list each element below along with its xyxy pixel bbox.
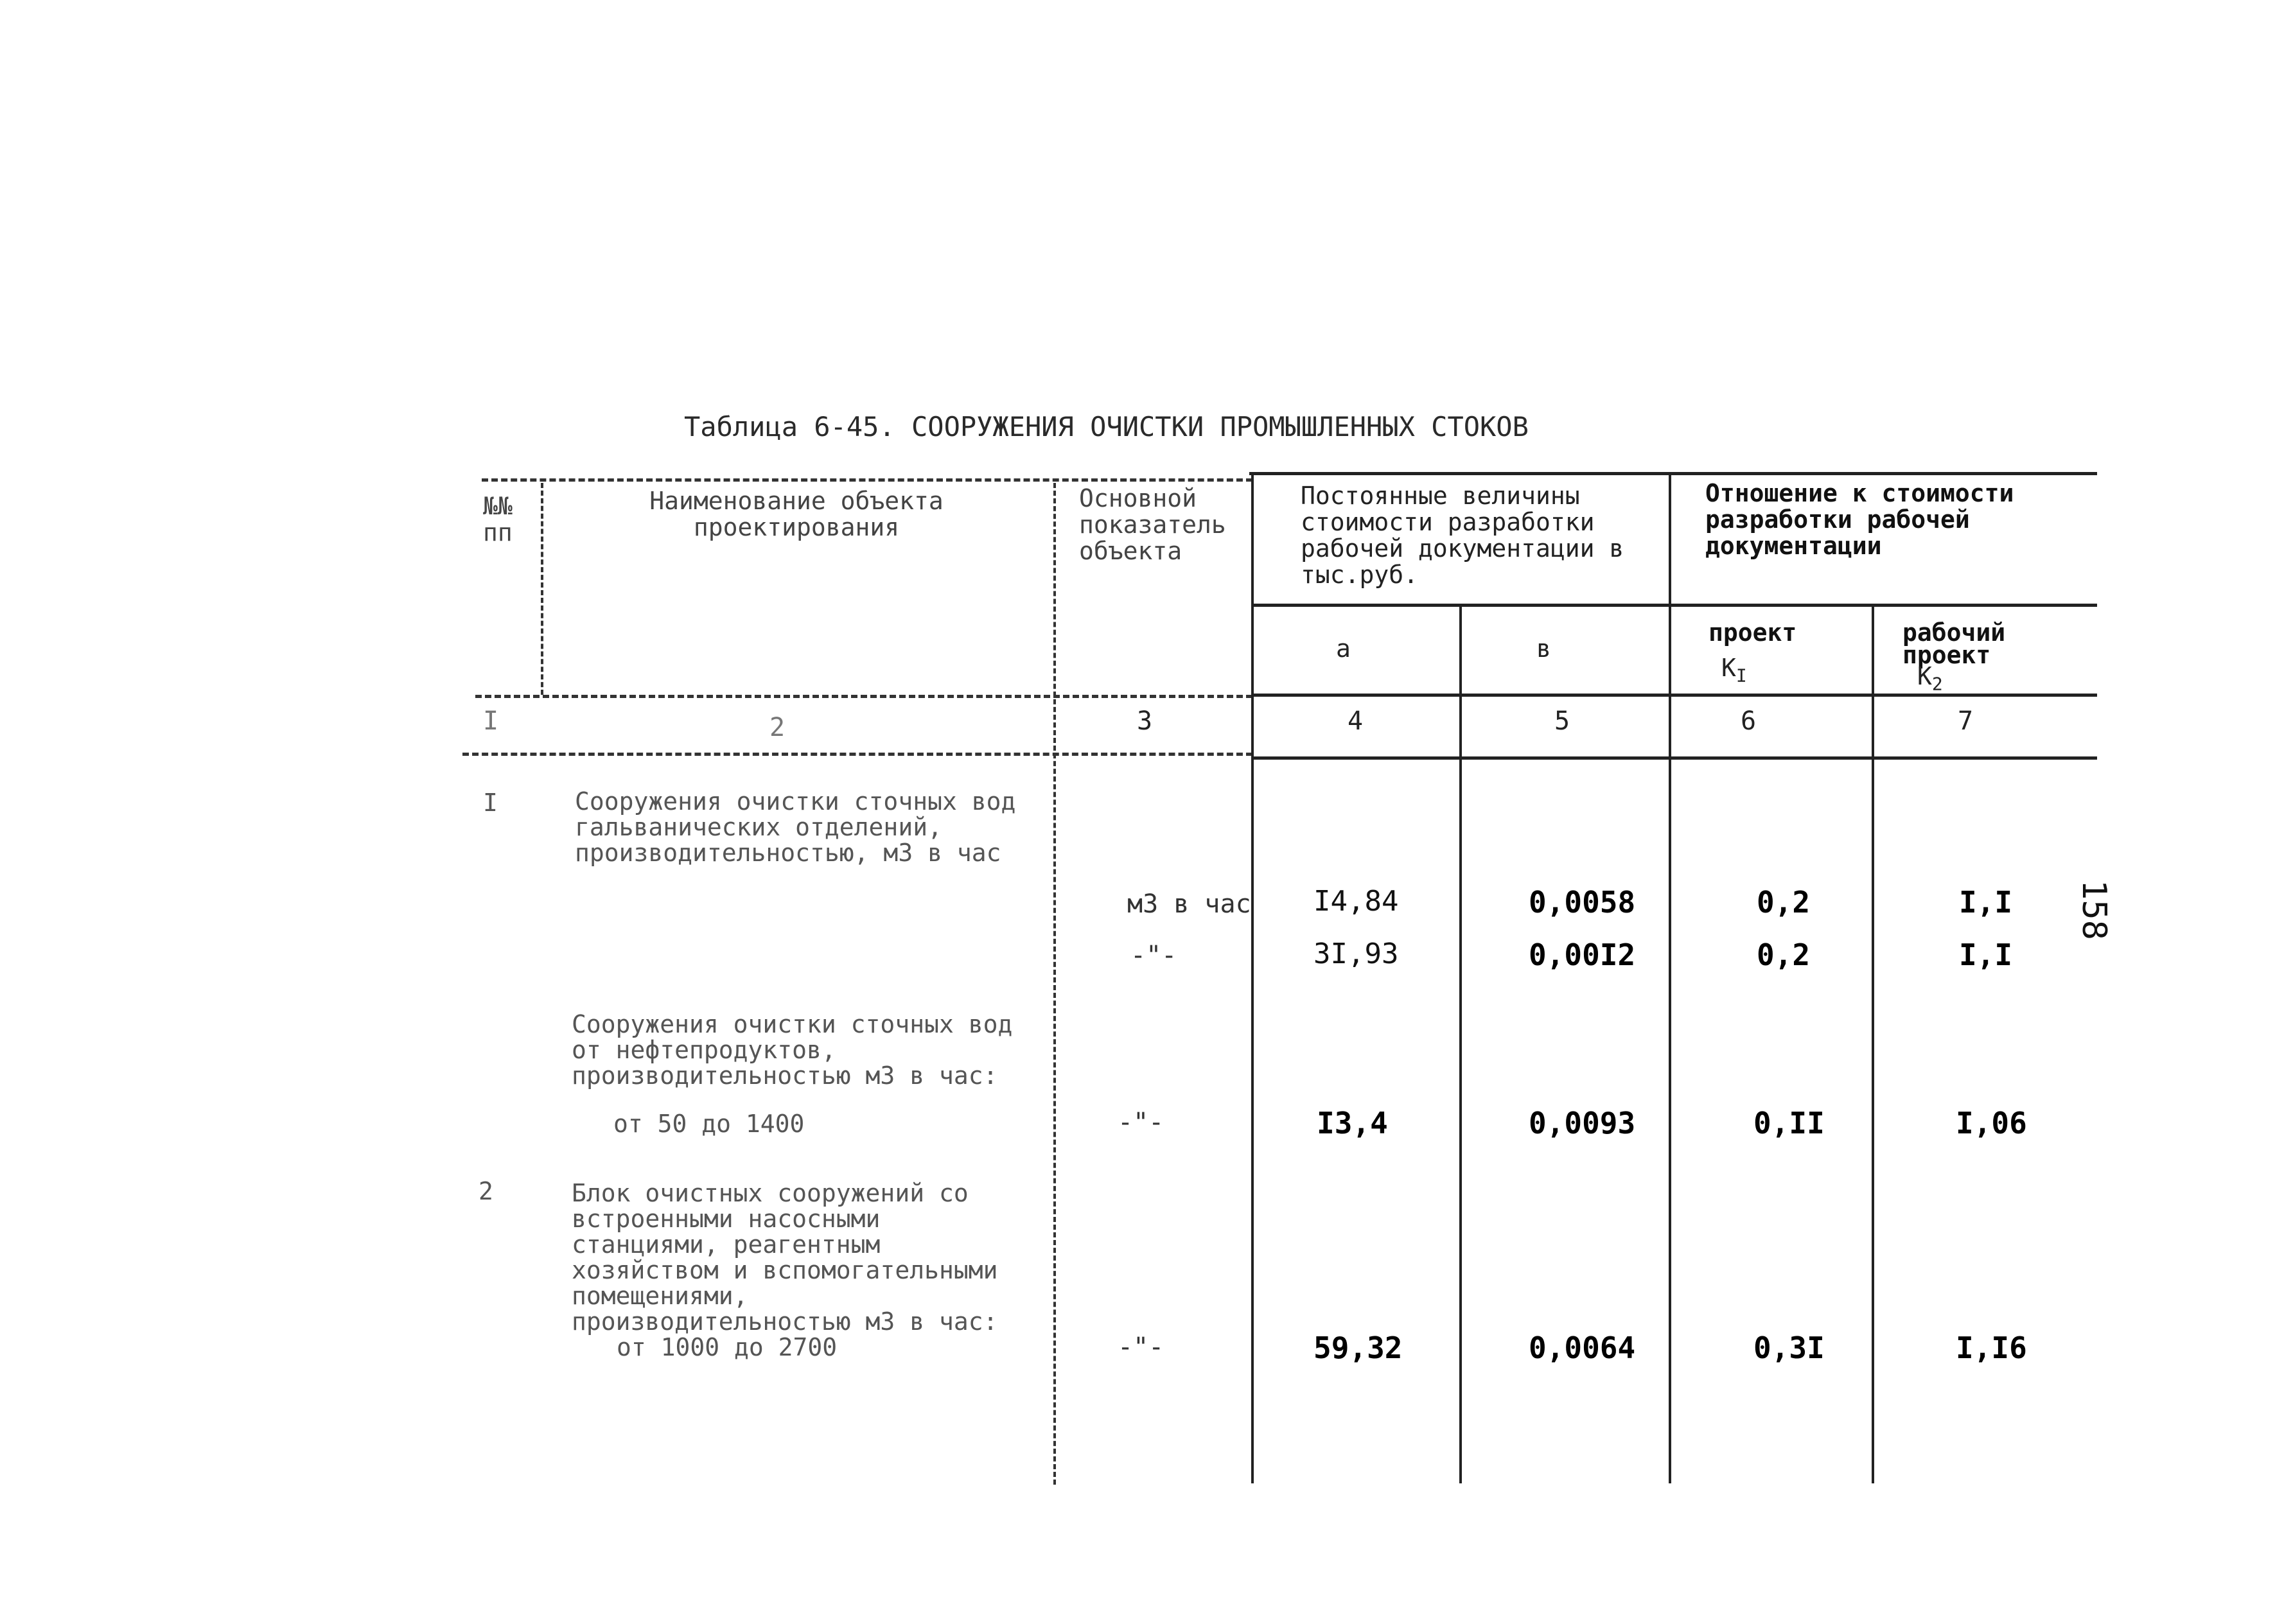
column-number-6: 6 [1741,706,1757,736]
row3-number: 2 [479,1177,493,1205]
table-top-border [1249,472,2097,475]
header-col67-group: Отношение к стоимости разработки рабочей документации [1705,479,2014,560]
row3-range: от 1000 до 2700 [617,1333,838,1361]
column-number-7: 7 [1958,706,1974,736]
row1b-a: 3I,93 [1313,938,1399,970]
column-number-2: 2 [769,713,786,742]
row1b-k2: I,I [1959,938,2013,972]
row2-name: Сооружения очистки сточных вод от нефтепродуктов, производительностью м3 в час: [572,1010,1013,1090]
header-col7-line1: рабочий [1902,618,2006,647]
row1-k1: 0,2 [1757,885,1811,920]
header-col2: Наименование объекта проектирования [649,487,944,541]
row3-a: 59,32 [1313,1331,1403,1365]
row1-unit: м3 в час [1127,889,1251,919]
col1-divider [541,483,543,695]
header-col45-group: Постоянные величины стоимости разработки рабочей документации в тыс.руб. [1301,482,1624,589]
row1-k2: I,I [1959,885,2013,920]
row3-name: Блок очистных сооружений со встроенными насосными станциями, реагентным хозяйством и вспомогательными помещениями, производительностью м3 в час: [572,1179,998,1336]
group-header-divider [1251,604,2097,607]
row3-k2: I,I6 [1956,1331,2027,1365]
row3-b: 0,0064 [1529,1331,1636,1365]
header-bottom-border-dashed [475,695,1252,698]
col6-divider [1872,604,1874,1483]
column-number-4: 4 [1348,706,1364,736]
row1-a: I4,84 [1313,885,1399,918]
row2-unit: -"- [1118,1108,1164,1137]
col4-divider [1459,604,1462,1483]
colnum-bottom-border [1251,756,2097,760]
column-number-1: I [483,706,499,736]
header-col4: а [1336,634,1351,663]
row2-k2: I,06 [1956,1106,2027,1140]
header-col7-line2: проект [1902,641,1991,669]
header-col3: Основной показатель объекта [1079,484,1226,565]
row1-b: 0,0058 [1529,885,1636,920]
header-col1: №№ пп [483,492,513,546]
col5-divider [1669,472,1671,1483]
row1-name: Сооружения очистки сточных вод гальванических отделений, производительностью, м3 в час [575,787,1016,867]
header-col6-line1: проект [1708,618,1797,647]
row2-k1: 0,II [1753,1106,1825,1140]
header-col5: в [1536,634,1551,663]
colnum-bottom-border-dashed [462,753,1252,756]
row3-k1: 0,3I [1753,1331,1825,1365]
col3-divider [1251,472,1254,1483]
row1b-unit: -"- [1130,941,1177,970]
row1b-k1: 0,2 [1757,938,1811,972]
col2-divider [1053,483,1056,1485]
column-number-3: 3 [1137,706,1153,736]
table-title: Таблица 6-45. СООРУЖЕНИЯ ОЧИСТКИ ПРОМЫШЛЕННЫХ СТОКОВ [684,411,1529,442]
table-top-border-dashed [482,478,1252,482]
row1-number: I [483,789,498,817]
row2-range: от 50 до 1400 [613,1110,805,1138]
header-bottom-border [1251,694,2097,697]
column-number-5: 5 [1554,706,1570,736]
row1b-b: 0,00I2 [1529,938,1636,972]
header-col6-line2: $К_I$ [1721,654,1747,686]
row2-b: 0,0093 [1529,1106,1636,1140]
page-number: 158 [2075,880,2113,940]
row3-unit: -"- [1118,1332,1164,1362]
row2-a: I3,4 [1317,1106,1388,1140]
header-col7-line3: $К_2$ [1917,662,1943,695]
